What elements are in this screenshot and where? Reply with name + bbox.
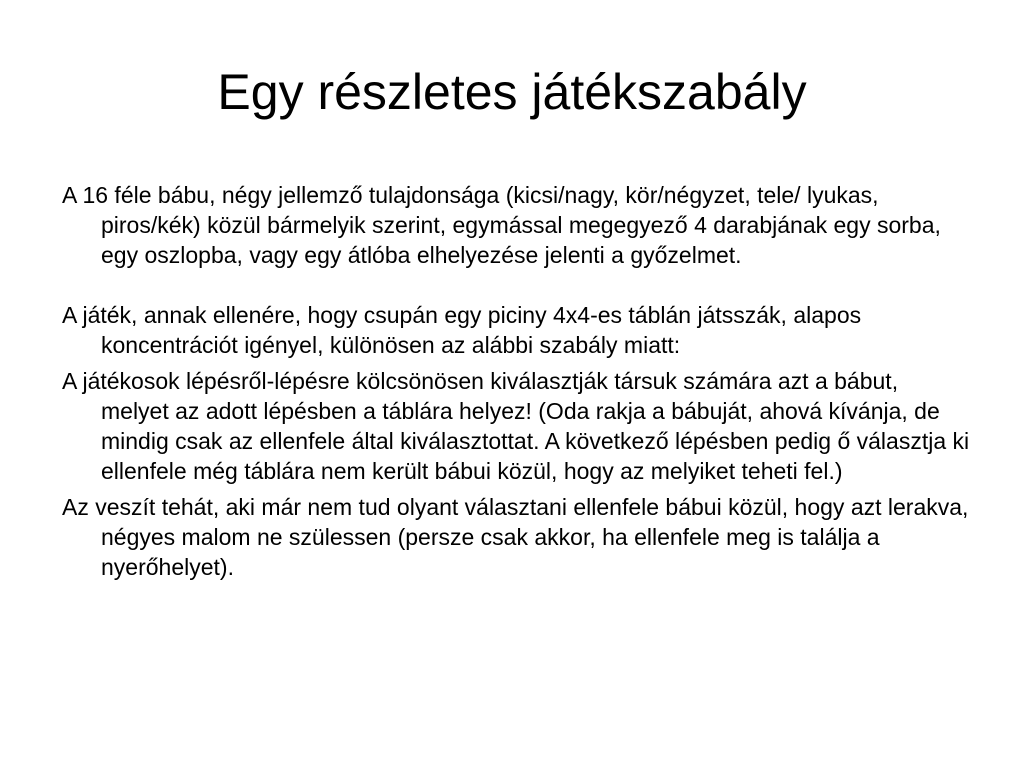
paragraph-losing-condition: Az veszít tehát, aki már nem tud olyant választani ellenfele bábui közül, hogy azt lerakva, négyes malom ne szülessen (persze csak akkor, ha ellenfele meg is találja a nyerőhelyet).: [62, 494, 969, 580]
paragraph-piece-selection: A játékosok lépésről-lépésre kölcsönösen kiválasztják társuk számára azt a bábut, melyet az adott lépésben a táblára helyez! (Oda rakja a bábuját, ahová kívánja, de mindig csak az ellenfele által kiválasztottat. A következő lépésben pedig ő választja ki ellenfele még táblára nem került bábui közül, hogy az melyiket teheti fel.): [62, 368, 970, 484]
paragraph-concentration: A játék, annak ellenére, hogy csupán egy piciny 4x4-es táblán játsszák, alapos koncentrációt igényel, különösen az alábbi szabály miatt:: [62, 302, 862, 358]
paragraph-winning-condition: A 16 féle bábu, négy jellemző tulajdonsága (kicsi/nagy, kör/négyzet, tele/ lyukas, piros/kék) közül bármelyik szerint, egymással megegyező 4 darabjának egy sorba, egy oszlopba, vagy egy átlóba elhelyezése jelenti a győzelmet.: [62, 182, 941, 268]
slide-title: Egy részletes játékszabály: [217, 64, 807, 120]
slide-body: [62, 180, 972, 582]
